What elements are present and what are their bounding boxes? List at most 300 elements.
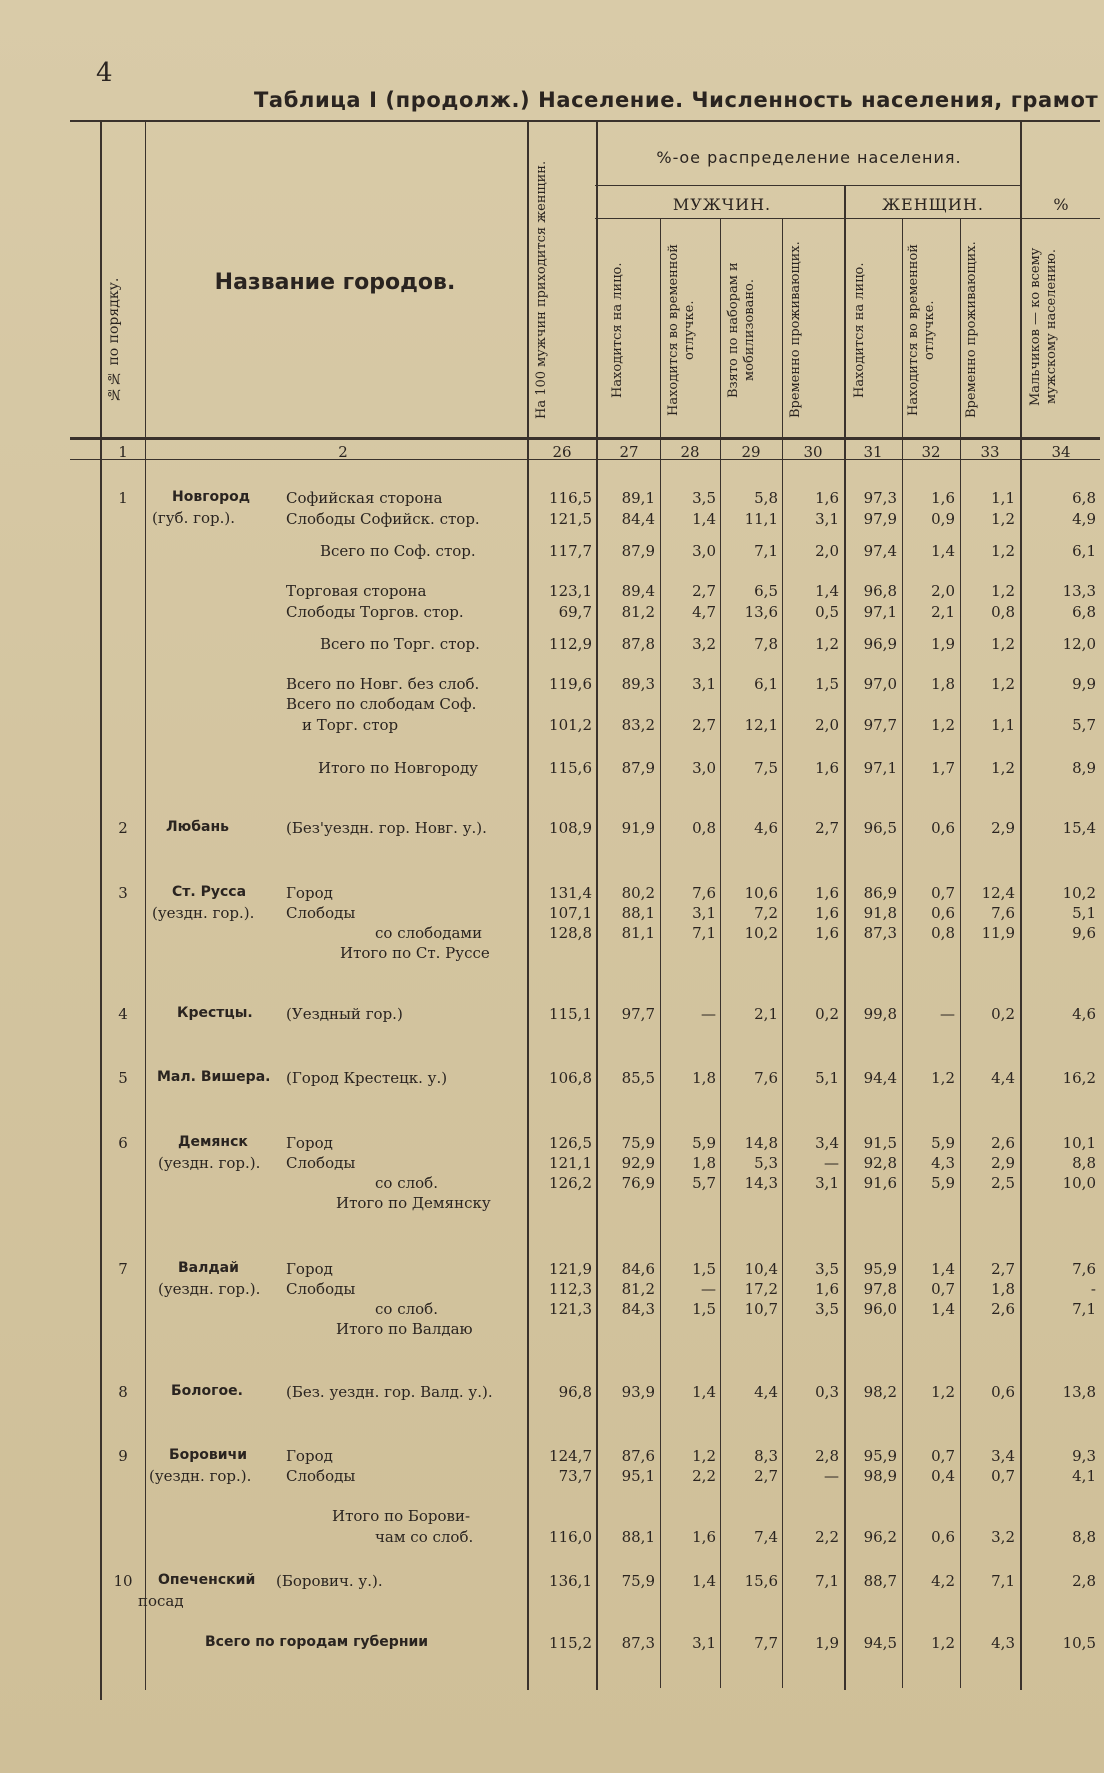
table-cell: 10,2 [744, 924, 778, 942]
table-cell: — [701, 1280, 716, 1298]
city-name: Опеченский [158, 1572, 256, 1588]
table-cell: 3,5 [692, 489, 716, 507]
header-31: Находится на лицо. [852, 262, 867, 398]
table-cell: 75,9 [621, 1134, 655, 1152]
table-cell: 101,2 [549, 716, 592, 734]
header-33: Временно проживающих. [964, 241, 979, 419]
table-cell: 1,6 [815, 1280, 839, 1298]
table-cell: 1,2 [931, 1634, 955, 1652]
table-cell: 9,9 [1072, 675, 1096, 693]
row-label: (Город Крестецк. у.) [286, 1069, 448, 1087]
header-women: ЖЕНЩИН. [882, 195, 984, 214]
row-number: 8 [118, 1383, 128, 1401]
table-cell: 0,4 [931, 1467, 955, 1485]
table-cell: 8,9 [1072, 759, 1096, 777]
table-cell: 1,2 [815, 635, 839, 653]
table-cell: 8,8 [1072, 1154, 1096, 1172]
table-cell: 7,5 [754, 759, 778, 777]
table-cell: 94,5 [863, 1634, 897, 1652]
table-cell: 14,8 [744, 1134, 778, 1152]
table-cell: 136,1 [549, 1572, 592, 1590]
table-cell: 2,5 [991, 1174, 1015, 1192]
row-number: 1 [118, 489, 128, 507]
row-label: Итого по Ст. Руссе [340, 944, 490, 962]
table-cell: 5,1 [815, 1069, 839, 1087]
table-cell: 112,3 [549, 1280, 592, 1298]
table-cell: 12,0 [1062, 635, 1096, 653]
row-label: Итого по Борови- [332, 1507, 471, 1525]
table-cell: 2,7 [991, 1260, 1015, 1278]
table-cell: 7,1 [815, 1572, 839, 1590]
city-name: Крестцы. [177, 1005, 253, 1021]
table-cell: 2,6 [991, 1134, 1015, 1152]
table-cell: 115,1 [549, 1005, 592, 1023]
table-cell: 84,3 [621, 1300, 655, 1318]
table-cell: 97,8 [863, 1280, 897, 1298]
city-subtitle: посад [138, 1592, 184, 1610]
table-cell: 121,9 [549, 1260, 592, 1278]
table-cell: 93,9 [621, 1383, 655, 1401]
row-label: Итого по Демянску [336, 1194, 491, 1212]
table-cell: 95,9 [863, 1260, 897, 1278]
table-cell: 4,7 [692, 603, 716, 621]
table-cell: 7,2 [754, 904, 778, 922]
city-name: Валдай [178, 1260, 239, 1276]
table-cell: 94,4 [863, 1069, 897, 1087]
row-label: Всего по слободам Соф. [286, 695, 477, 713]
table-cell: 126,2 [549, 1174, 592, 1192]
table-cell: 8,8 [1072, 1528, 1096, 1546]
table-cell: 81,2 [621, 603, 655, 621]
table-cell: 5,9 [692, 1134, 716, 1152]
table-cell: 1,2 [692, 1447, 716, 1465]
table-cell: 7,1 [1072, 1300, 1096, 1318]
table-cell: 12,4 [981, 884, 1015, 902]
table-cell: 4,4 [754, 1383, 778, 1401]
table-cell: 87,3 [621, 1634, 655, 1652]
header-pct: % [1053, 195, 1069, 214]
table-cell: 4,3 [991, 1634, 1015, 1652]
table-cell: 0,2 [991, 1005, 1015, 1023]
table-cell: 10,4 [744, 1260, 778, 1278]
table-cell: 81,2 [621, 1280, 655, 1298]
city-name: Ст. Русса [172, 884, 247, 900]
colnum-32: 32 [921, 443, 941, 461]
city-name: Любань [166, 819, 229, 835]
row-number: 2 [118, 819, 128, 837]
header-men: МУЖЧИН. [672, 195, 772, 214]
table-cell: 3,0 [692, 542, 716, 560]
table-cell: 6,8 [1072, 489, 1096, 507]
table-cell: 5,7 [1072, 716, 1096, 734]
table-cell: 1,6 [815, 489, 839, 507]
table-cell: 1,2 [991, 542, 1015, 560]
table-cell: 0,8 [991, 603, 1015, 621]
table-cell: 1,6 [815, 904, 839, 922]
table-cell: 2,0 [815, 542, 839, 560]
row-label: Город [286, 1447, 333, 1465]
table-cell: 3,1 [692, 1634, 716, 1652]
table-cell: 0,7 [931, 1280, 955, 1298]
row-label: Слободы [286, 1280, 356, 1298]
table-cell: 1,2 [991, 675, 1015, 693]
table-cell: 2,8 [815, 1447, 839, 1465]
table-cell: 3,5 [815, 1260, 839, 1278]
table-cell: 88,1 [621, 1528, 655, 1546]
row-number: 6 [118, 1134, 128, 1152]
table-cell: 5,8 [754, 489, 778, 507]
table-cell: 95,9 [863, 1447, 897, 1465]
table-cell: 1,4 [931, 1300, 955, 1318]
table-cell: 0,6 [931, 1528, 955, 1546]
table-cell: 4,1 [1072, 1467, 1096, 1485]
table-cell: 2,0 [815, 716, 839, 734]
table-cell: 1,8 [991, 1280, 1015, 1298]
table-cell: 76,9 [621, 1174, 655, 1192]
table-cell: 121,5 [549, 510, 592, 528]
page-number: 4 [96, 58, 113, 88]
table-cell: 13,8 [1062, 1383, 1096, 1401]
table-cell: 131,4 [549, 884, 592, 902]
table-cell: 6,1 [754, 675, 778, 693]
table-cell: 88,1 [621, 904, 655, 922]
table-cell: 4,6 [754, 819, 778, 837]
table-cell: 119,6 [549, 675, 592, 693]
table-cell: 1,9 [815, 1634, 839, 1652]
table-cell: 73,7 [558, 1467, 592, 1485]
table-cell: 87,3 [863, 924, 897, 942]
table-cell: 1,9 [931, 635, 955, 653]
city-subtitle: (уездн. гор.). [158, 1154, 261, 1172]
table-cell: 92,8 [863, 1154, 897, 1172]
city-name: Мал. Вишера. [157, 1069, 271, 1085]
table-cell: 1,4 [815, 582, 839, 600]
top-rule [70, 120, 1100, 122]
table-cell: 96,2 [863, 1528, 897, 1546]
table-cell: 0,7 [991, 1467, 1015, 1485]
table-cell: 0,8 [692, 819, 716, 837]
table-cell: 96,8 [558, 1383, 592, 1401]
table-cell: 97,7 [621, 1005, 655, 1023]
table-cell: 1,5 [692, 1300, 716, 1318]
header-26: На 100 мужчин приходится женщин. [534, 160, 549, 420]
table-cell: 85,5 [621, 1069, 655, 1087]
table-cell: 7,4 [754, 1528, 778, 1546]
header-34: Мальчиков — ко всему мужскому населению. [1028, 247, 1059, 407]
table-cell: 0,6 [991, 1383, 1015, 1401]
row-number: 7 [118, 1260, 128, 1278]
city-subtitle: (уездн. гор.). [158, 1280, 261, 1298]
table-cell: 0,2 [815, 1005, 839, 1023]
table-cell: 96,5 [863, 819, 897, 837]
table-cell: 3,5 [815, 1300, 839, 1318]
table-cell: 2,9 [991, 819, 1015, 837]
table-cell: 7,7 [754, 1634, 778, 1652]
table-cell: 11,1 [744, 510, 778, 528]
table-cell: 123,1 [549, 582, 592, 600]
table-cell: 124,7 [549, 1447, 592, 1465]
table-cell: 97,4 [863, 542, 897, 560]
row-label-continued: со слободами [375, 924, 483, 942]
table-cell: 5,1 [1072, 904, 1096, 922]
table-cell: 0,6 [931, 904, 955, 922]
table-cell: 4,9 [1072, 510, 1096, 528]
table-cell: 1,2 [991, 582, 1015, 600]
table-cell: — [824, 1154, 839, 1172]
row-label: Город [286, 1260, 333, 1278]
table-cell: 1,8 [692, 1069, 716, 1087]
table-cell: 1,2 [991, 510, 1015, 528]
row-label-continued: и Торг. стор [302, 716, 399, 734]
header-30: Временно проживающих. [788, 241, 803, 419]
header-28: Находится во временной отлучке. [666, 244, 697, 416]
row-label: Итого по Новгороду [318, 759, 479, 777]
table-cell: 1,2 [991, 759, 1015, 777]
row-number: 4 [118, 1005, 128, 1023]
table-cell: 2,6 [991, 1300, 1015, 1318]
row-number: 10 [113, 1572, 133, 1590]
colnum-2: 2 [338, 443, 348, 461]
table-cell: 6,5 [754, 582, 778, 600]
table-cell: 5,3 [754, 1154, 778, 1172]
table-cell: 1,4 [692, 510, 716, 528]
table-cell: 9,3 [1072, 1447, 1096, 1465]
table-cell: — [824, 1467, 839, 1485]
city-name: Демянск [178, 1134, 248, 1150]
table-cell: 112,9 [549, 635, 592, 653]
header-rule [70, 437, 1100, 440]
table-cell: 6,8 [1072, 603, 1096, 621]
header-29: Взято по наборам и мобилизовано. [726, 262, 757, 398]
row-label-continued: чам со слоб. [375, 1528, 474, 1546]
table-cell: 121,1 [549, 1154, 592, 1172]
table-cell: 2,7 [692, 716, 716, 734]
colnum-30: 30 [803, 443, 823, 461]
table-cell: 97,7 [863, 716, 897, 734]
table-cell: 1,4 [931, 1260, 955, 1278]
table-cell: 10,7 [744, 1300, 778, 1318]
table-cell: 88,7 [863, 1572, 897, 1590]
table-cell: 1,1 [991, 489, 1015, 507]
colnum-29: 29 [741, 443, 761, 461]
table-cell: 97,9 [863, 510, 897, 528]
colnum-31: 31 [863, 443, 883, 461]
table-cell: 11,9 [981, 924, 1015, 942]
table-cell: 0,7 [931, 884, 955, 902]
city-name: Бологое. [171, 1383, 243, 1399]
table-cell: 15,4 [1062, 819, 1096, 837]
table-cell: 106,8 [549, 1069, 592, 1087]
row-label: (Без. уездн. гор. Валд. у.). [286, 1383, 493, 1401]
table-cell: 87,9 [621, 759, 655, 777]
table-cell: 4,3 [931, 1154, 955, 1172]
table-cell: 1,4 [692, 1572, 716, 1590]
table-cell: 7,6 [692, 884, 716, 902]
table-cell: 3,2 [692, 635, 716, 653]
table-cell: 12,1 [744, 716, 778, 734]
table-cell: 0,8 [931, 924, 955, 942]
table-cell: 69,7 [558, 603, 592, 621]
table-cell: 115,6 [549, 759, 592, 777]
colnum-28: 28 [680, 443, 700, 461]
row-label: Торговая сторона [286, 582, 427, 600]
table-cell: 99,8 [863, 1005, 897, 1023]
city-name: Новгород [172, 489, 251, 505]
header-no: №№ по порядку. [106, 277, 122, 403]
table-cell: 91,5 [863, 1134, 897, 1152]
table-cell: 3,2 [991, 1528, 1015, 1546]
table-cell: — [940, 1005, 955, 1023]
table-cell: 3,4 [815, 1134, 839, 1152]
table-cell: 0,6 [931, 819, 955, 837]
table-cell: 92,9 [621, 1154, 655, 1172]
table-cell: 10,0 [1062, 1174, 1096, 1192]
table-cell: 3,0 [692, 759, 716, 777]
table-cell: 116,0 [549, 1528, 592, 1546]
city-subtitle: (уездн. гор.). [152, 904, 255, 922]
city-subtitle: (губ. гор.). [152, 509, 235, 527]
table-cell: 5,7 [692, 1174, 716, 1192]
header-32: Находится во временной отлучке. [906, 244, 937, 416]
row-label-continued: со слоб. [375, 1174, 438, 1192]
row-label: (Уездный гор.) [286, 1005, 403, 1023]
row-number: 3 [118, 884, 128, 902]
row-label: Слободы [286, 1467, 356, 1485]
row-number: 9 [118, 1447, 128, 1465]
table-cell: 2,1 [754, 1005, 778, 1023]
row-label: (Без'уездн. гор. Новг. у.). [286, 819, 487, 837]
table-cell: 107,1 [549, 904, 592, 922]
table-cell: 4,6 [1072, 1005, 1096, 1023]
table-cell: 2,7 [754, 1467, 778, 1485]
table-cell: 1,2 [931, 1069, 955, 1087]
table-cell: 0,9 [931, 510, 955, 528]
table-cell: 1,4 [931, 542, 955, 560]
table-cell: 87,8 [621, 635, 655, 653]
table-cell: 15,6 [744, 1572, 778, 1590]
table-cell: 91,6 [863, 1174, 897, 1192]
header-name: Название городов. [214, 270, 456, 295]
table-cell: 96,9 [863, 635, 897, 653]
table-cell: 86,9 [863, 884, 897, 902]
colnum-1: 1 [118, 443, 128, 461]
table-cell: 1,5 [692, 1260, 716, 1278]
city-name: Всего по городам губернии [205, 1634, 429, 1650]
table-cell: 6,1 [1072, 542, 1096, 560]
table-cell: 2,7 [692, 582, 716, 600]
table-cell: 1,2 [931, 1383, 955, 1401]
table-cell: 2,7 [815, 819, 839, 837]
table-cell: 1,6 [815, 759, 839, 777]
colnum-33: 33 [980, 443, 1000, 461]
table-cell: 2,8 [1072, 1572, 1096, 1590]
header-distribution: %-ое распределение населения. [656, 148, 962, 167]
table-cell: 10,5 [1062, 1634, 1096, 1652]
table-cell: 95,1 [621, 1467, 655, 1485]
table-cell: 3,1 [692, 904, 716, 922]
table-cell: 17,2 [744, 1280, 778, 1298]
table-cell: 1,7 [931, 759, 955, 777]
table-cell: 16,2 [1062, 1069, 1096, 1087]
city-name: Боровичи [169, 1447, 248, 1463]
row-label: (Борович. у.). [276, 1572, 383, 1590]
distribution-rule [595, 185, 1020, 186]
table-cell: 80,2 [621, 884, 655, 902]
table-cell: 1,2 [931, 716, 955, 734]
table-cell: 2,0 [931, 582, 955, 600]
table-cell: 121,3 [549, 1300, 592, 1318]
row-label: Слободы [286, 904, 356, 922]
table-cell: 75,9 [621, 1572, 655, 1590]
table-cell: 1,1 [991, 716, 1015, 734]
table-cell: 2,2 [815, 1528, 839, 1546]
city-subtitle: (уездн. гор.). [149, 1467, 252, 1485]
table-cell: 0,3 [815, 1383, 839, 1401]
table-cell: 98,2 [863, 1383, 897, 1401]
table-cell: 117,7 [549, 542, 592, 560]
table-cell: 4,2 [931, 1572, 955, 1590]
table-cell: 1,8 [931, 675, 955, 693]
table-cell: 5,9 [931, 1134, 955, 1152]
table-cell: 97,3 [863, 489, 897, 507]
table-title: Таблица I (продолж.) Население. Численность населения, грамот [254, 88, 1099, 112]
row-label: Всего по Новг. без слоб. [286, 675, 480, 693]
row-label: Софийская сторона [286, 489, 443, 507]
table-cell: 7,1 [754, 542, 778, 560]
colnum-26: 26 [552, 443, 572, 461]
table-cell: 0,5 [815, 603, 839, 621]
row-label: Город [286, 884, 333, 902]
row-label: Слободы Софийск. стор. [286, 510, 480, 528]
table-cell: 87,6 [621, 1447, 655, 1465]
left-border [100, 120, 102, 1700]
table-cell: 89,4 [621, 582, 655, 600]
table-cell: 116,5 [549, 489, 592, 507]
table-cell: 9,6 [1072, 924, 1096, 942]
table-cell: 13,3 [1062, 582, 1096, 600]
divider-name [527, 120, 529, 1690]
table-cell: 0,7 [931, 1447, 955, 1465]
table-cell: 3,1 [815, 1174, 839, 1192]
row-number: 5 [118, 1069, 128, 1087]
table-cell: 7,6 [991, 904, 1015, 922]
table-cell: 115,2 [549, 1634, 592, 1652]
table-cell: 10,2 [1062, 884, 1096, 902]
table-cell: 3,1 [815, 510, 839, 528]
table-cell: 91,9 [621, 819, 655, 837]
table-cell: 83,2 [621, 716, 655, 734]
table-cell: — [701, 1005, 716, 1023]
table-cell: 3,4 [991, 1447, 1015, 1465]
table-cell: 7,1 [692, 924, 716, 942]
table-cell: 1,6 [931, 489, 955, 507]
row-label: Всего по Соф. стор. [320, 542, 476, 560]
row-label-continued: со слоб. [375, 1300, 438, 1318]
colnum-27: 27 [619, 443, 639, 461]
table-cell: 108,9 [549, 819, 592, 837]
row-label: Итого по Валдаю [336, 1320, 473, 1338]
table-cell: 1,2 [991, 635, 1015, 653]
table-cell: 84,4 [621, 510, 655, 528]
table-cell: 7,6 [754, 1069, 778, 1087]
table-cell: 96,8 [863, 582, 897, 600]
table-cell: 89,1 [621, 489, 655, 507]
table-cell: 89,3 [621, 675, 655, 693]
table-cell: 1,4 [692, 1383, 716, 1401]
table-cell: 7,1 [991, 1572, 1015, 1590]
table-cell: 81,1 [621, 924, 655, 942]
table-cell: 1,6 [815, 884, 839, 902]
